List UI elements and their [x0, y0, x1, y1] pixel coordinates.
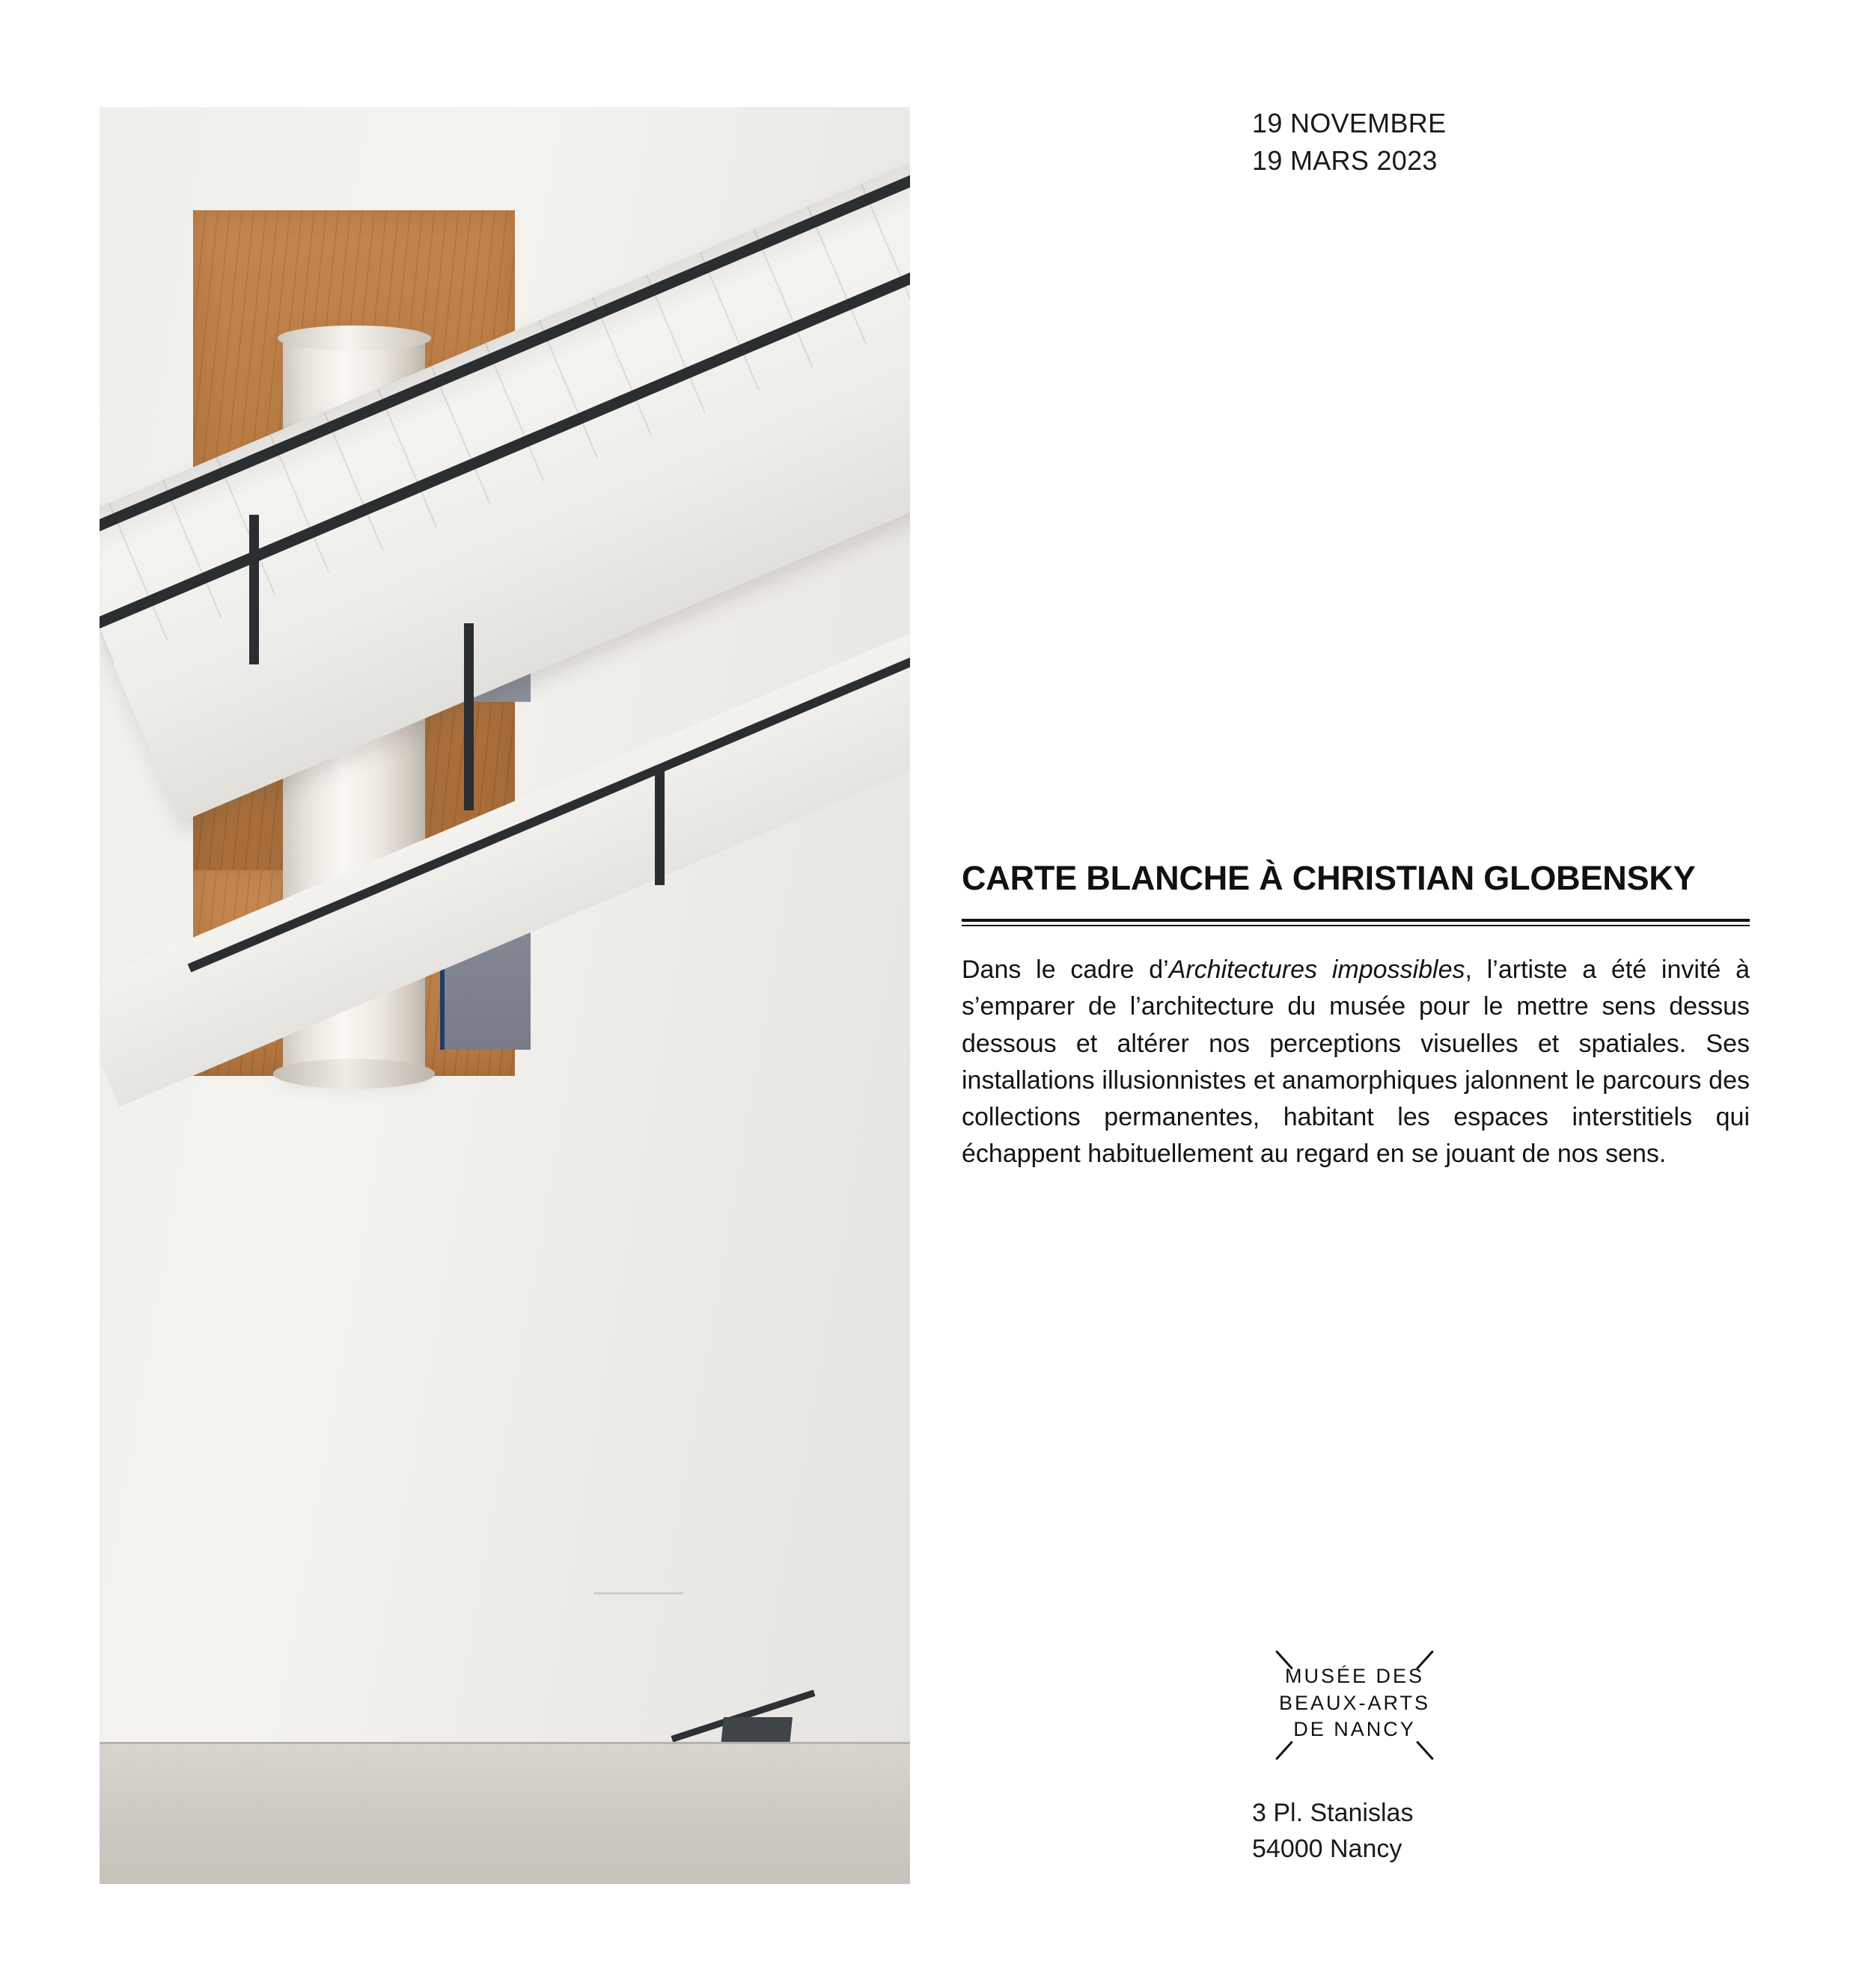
- column-base: [273, 1059, 435, 1089]
- museum-address: [1252, 1796, 1413, 1867]
- handrail-post-3: [655, 765, 665, 885]
- page-title: CARTE BLANCHE À CHRISTIAN GLOBENSKY: [962, 859, 1696, 897]
- photo-illustration: [100, 107, 910, 1884]
- date-start: 19 NOVEMBRE: [1252, 108, 1447, 138]
- column-capital: [278, 325, 431, 351]
- museum-logo: [1265, 1642, 1444, 1770]
- description-text: [962, 952, 1750, 1173]
- logo-wordmark: [1265, 1663, 1444, 1743]
- logo-line-2: BEAUX-ARTS: [1278, 1691, 1431, 1714]
- address-line-2: 54000 Nancy: [1252, 1834, 1402, 1863]
- date-end: 19 MARS 2023: [1252, 144, 1438, 176]
- description-part-2: , l’artiste a été invité à s’emparer de l’architecture du musée pour le mettre sens dessus dessous et altérer nos perceptions visuelles et spatiales. Ses installations illusionnistes et anamorphiques jalonnent le parcours des collections permanentes, habitant les espaces interstitiels qui échappent habituellement au regard en se jouant de nos sens.: [962, 955, 1750, 1169]
- logo-line-3: DE NANCY: [1293, 1718, 1416, 1741]
- description-part-1: Dans le cadre d’: [962, 955, 1169, 984]
- handrail-post-1: [249, 515, 259, 664]
- wall-signage: [593, 1592, 683, 1645]
- floor-surface: [100, 1742, 910, 1884]
- logo-tick-bottom-left-icon: [1275, 1741, 1293, 1761]
- handrail-post-2: [464, 623, 474, 810]
- logo-tick-bottom-right-icon: [1416, 1741, 1434, 1761]
- logo-line-1: MUSÉE DES: [1284, 1665, 1425, 1687]
- exhibition-dates: [1252, 105, 1446, 179]
- title-divider: [962, 919, 1750, 926]
- address-line-1: 3 Pl. Stanislas: [1252, 1799, 1414, 1827]
- exhibition-photo: [100, 107, 910, 1884]
- work-title-italic: Architectures impossibles: [1168, 955, 1465, 984]
